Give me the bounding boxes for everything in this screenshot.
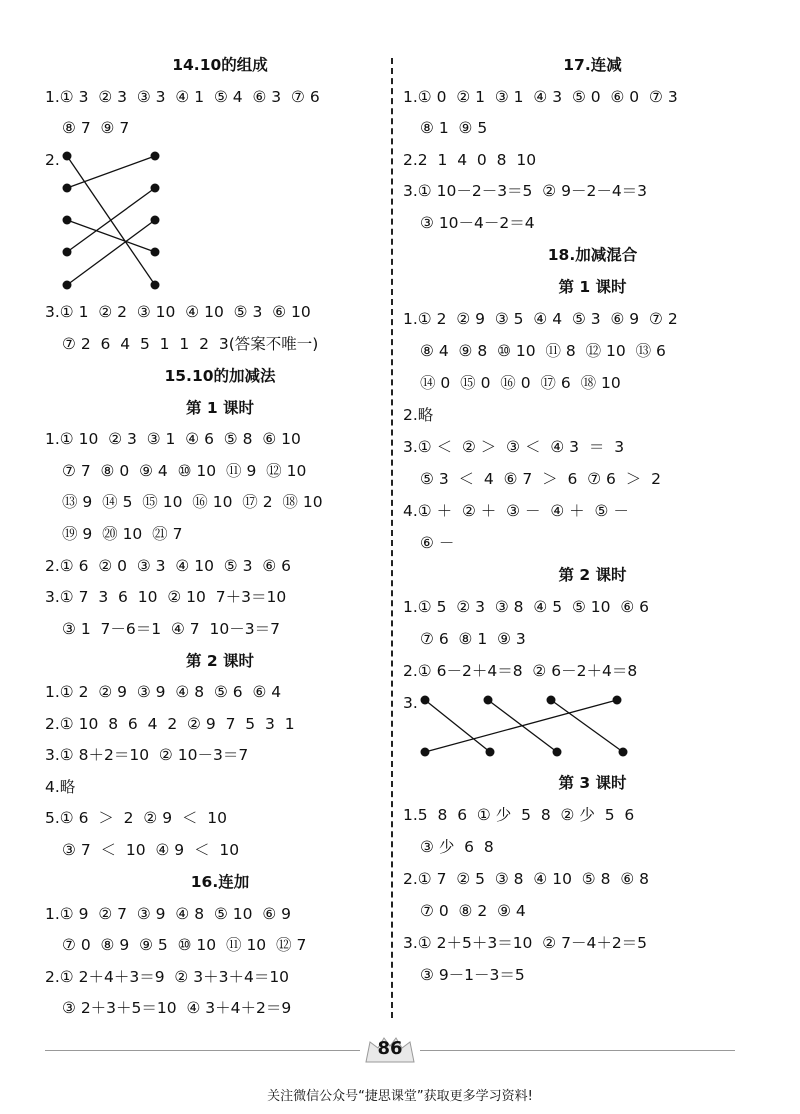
match-line (425, 700, 490, 752)
answer-line: ⑥ － (420, 534, 455, 552)
answer-line: 3.① 8＋2＝10 ② 10－3＝7 (45, 746, 249, 764)
section-title-15: 15.10的加减法 (164, 367, 276, 385)
lesson-title: 第 2 课时 (558, 566, 627, 584)
answer-line: 2.2 1 4 0 8 10 (403, 151, 537, 169)
answer-line: 1.① 3 ② 3 ③ 3 ④ 1 ⑤ 4 ⑥ 3 ⑦ 6 (45, 88, 320, 106)
lesson-title: 第 2 课时 (185, 652, 255, 670)
answer-line: 2.略 (403, 406, 434, 424)
match-line (67, 220, 155, 252)
match-dot (63, 216, 72, 225)
answer-line: 3.① 7 3 6 10 ② 10 7＋3＝10 (45, 588, 287, 606)
match-dot (619, 748, 628, 757)
answer-line: 3.① 2＋5＋3＝10 ② 7－4＋2＝5 (403, 934, 648, 952)
answer-line: ③ 10－4－2＝4 (420, 214, 535, 232)
answer-line: 1.① 2 ② 9 ③ 5 ④ 4 ⑤ 3 ⑥ 9 ⑦ 2 (403, 310, 678, 328)
match-dot (547, 696, 556, 705)
answer-line: 3.① ＜ ② ＞ ③ ＜ ④ 3 ＝ 3 (403, 438, 625, 456)
answer-line: 2.① 6－2＋4＝8 ② 6－2＋4＝8 (403, 662, 638, 680)
answer-line: 1.① 2 ② 9 ③ 9 ④ 8 ⑤ 6 ⑥ 4 (45, 683, 282, 701)
answer-line: 3.① 10－2－3＝5 ② 9－2－4＝3 (403, 182, 648, 200)
match-dot (484, 696, 493, 705)
match-dot (63, 248, 72, 257)
answer-line: ③ 2＋3＋5＝10 ④ 3＋4＋2＝9 (62, 999, 292, 1017)
match-dot (63, 281, 72, 290)
answer-line: ⑦ 0 ⑧ 9 ⑨ 5 ⑩ 10 ⑪ 10 ⑫ 7 (62, 936, 307, 954)
answer-line: ⑧ 1 ⑨ 5 (420, 119, 488, 137)
answer-line: 3.① 1 ② 2 ③ 10 ④ 10 ⑤ 3 ⑥ 10 (45, 303, 311, 321)
answer-line: ⑦ 0 ⑧ 2 ⑨ 4 (420, 902, 526, 920)
match-dot (63, 152, 72, 161)
answer-line: 2.① 2＋4＋3＝9 ② 3＋3＋4＝10 (45, 968, 290, 986)
section-title-14: 14.10的组成 (172, 56, 268, 74)
match-dot (63, 184, 72, 193)
answer-line: ③ 1 7－6＝1 ④ 7 10－3＝7 (62, 620, 280, 638)
lesson-title: 第 3 课时 (558, 774, 627, 792)
match-dot (151, 248, 160, 257)
match-dot (151, 216, 160, 225)
lesson-title: 第 1 课时 (185, 399, 255, 417)
answer-line: ③ 9－1－3＝5 (420, 966, 525, 984)
answer-line: 2.① 10 8 6 4 2 ② 9 7 5 3 1 (45, 715, 295, 733)
answer-line: ⑭ 0 ⑮ 0 ⑯ 0 ⑰ 6 ⑱ 10 (420, 374, 621, 392)
section-title-17: 17.连减 (563, 56, 622, 74)
answer-line: 1.① 9 ② 7 ③ 9 ④ 8 ⑤ 10 ⑥ 9 (45, 905, 292, 923)
match-dot (553, 748, 562, 757)
section-title-18: 18.加减混合 (547, 246, 638, 264)
answer-line: ⑧ 4 ⑨ 8 ⑩ 10 ⑪ 8 ⑫ 10 ⑬ 6 (420, 342, 666, 360)
answer-line: ③ 7 ＜ 10 ④ 9 ＜ 10 (62, 841, 240, 859)
answer-line: 1.① 5 ② 3 ③ 8 ④ 5 ⑤ 10 ⑥ 6 (403, 598, 650, 616)
answer-line: 2.① 6 ② 0 ③ 3 ④ 10 ⑤ 3 ⑥ 6 (45, 557, 292, 575)
answer-line: ⑲ 9 ⑳ 10 ㉑ 7 (62, 525, 183, 543)
answer-line: ⑦ 6 ⑧ 1 ⑨ 3 (420, 630, 526, 648)
footer-rule-left (45, 1050, 360, 1051)
column-divider (391, 58, 393, 1018)
answer-line: ③ 少 6 8 (420, 838, 494, 856)
answer-line: ⑦ 2 6 4 5 1 1 2 3(答案不唯一) (62, 335, 319, 353)
match-dot (613, 696, 622, 705)
answer-line: ⑧ 7 ⑨ 7 (62, 119, 130, 137)
match-dot (486, 748, 495, 757)
match-dot (151, 152, 160, 161)
answer-line: 4.① ＋ ② ＋ ③ － ④ ＋ ⑤ － (403, 502, 629, 520)
answer-line: ⑬ 9 ⑭ 5 ⑮ 10 ⑯ 10 ⑰ 2 ⑱ 10 (62, 493, 323, 511)
match-line (67, 220, 155, 285)
section-title-16: 16.连加 (190, 873, 250, 891)
match-line (67, 188, 155, 252)
answer-line: ⑤ 3 ＜ 4 ⑥ 7 ＞ 6 ⑦ 6 ＞ 2 (420, 470, 661, 488)
question-label: 2. (45, 151, 60, 169)
answer-line: 1.① 0 ② 1 ③ 1 ④ 3 ⑤ 0 ⑥ 0 ⑦ 3 (403, 88, 678, 106)
match-dot (151, 184, 160, 193)
answer-line: 4.略 (45, 778, 76, 796)
match-dot (421, 748, 430, 757)
footer-text: 关注微信公众号“捷思课堂”获取更多学习资料! (267, 1089, 533, 1104)
matching-diagram-18 (395, 0, 800, 780)
footer-rule-right (420, 1050, 735, 1051)
answer-line: 5.① 6 ＞ 2 ② 9 ＜ 10 (45, 809, 228, 827)
matching-diagram-14 (0, 0, 390, 320)
lesson-title: 第 1 课时 (558, 278, 627, 296)
page-number: 86 (377, 1038, 403, 1059)
answer-line: 1.5 8 6 ① 少 5 8 ② 少 5 6 (403, 806, 635, 824)
answer-line: 2.① 7 ② 5 ③ 8 ④ 10 ⑤ 8 ⑥ 8 (403, 870, 650, 888)
question-label: 3. (403, 694, 418, 712)
match-line (425, 700, 617, 752)
match-dot (421, 696, 430, 705)
answer-line: 1.① 10 ② 3 ③ 1 ④ 6 ⑤ 8 ⑥ 10 (45, 430, 301, 448)
answer-line: ⑦ 7 ⑧ 0 ⑨ 4 ⑩ 10 ⑪ 9 ⑫ 10 (62, 462, 307, 480)
match-line (67, 156, 155, 188)
match-dot (151, 281, 160, 290)
